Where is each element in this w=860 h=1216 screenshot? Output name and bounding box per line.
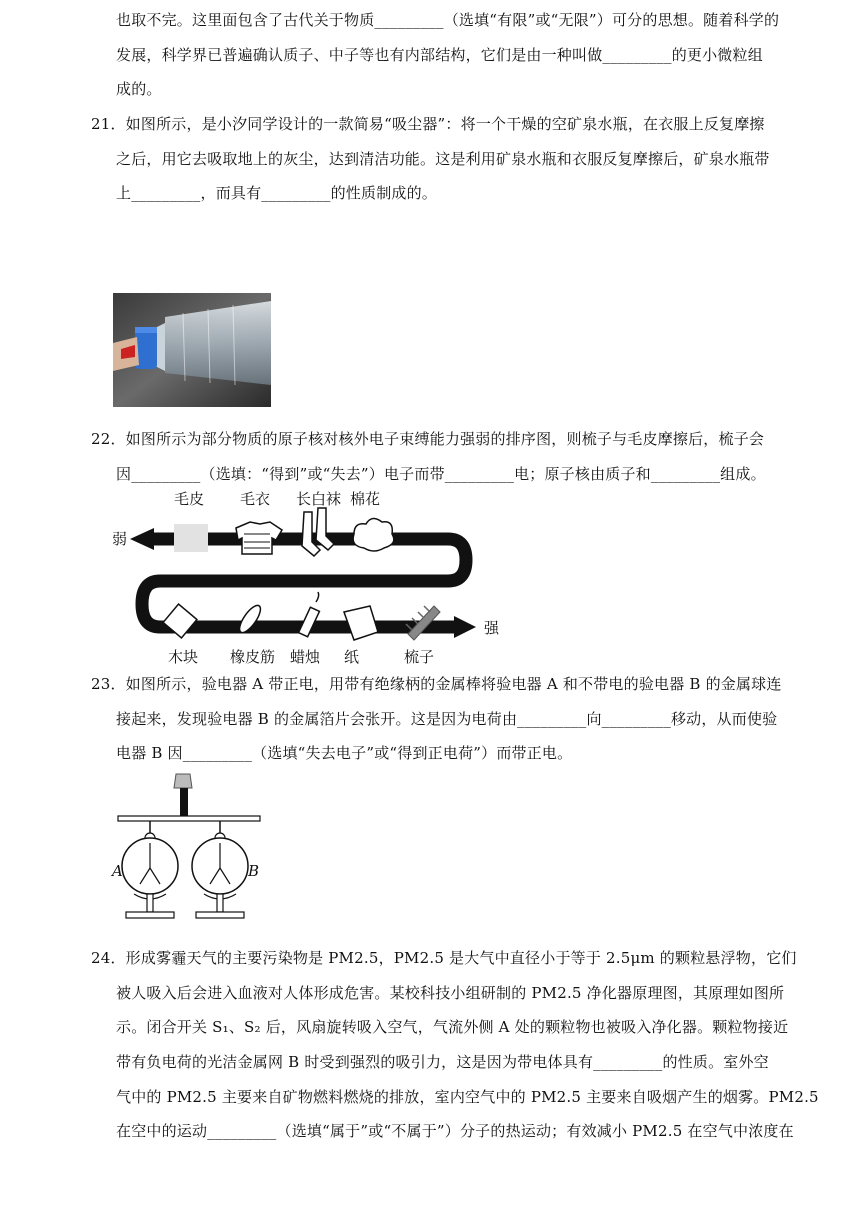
question-22: 22．如图所示为部分物质的原子核对核外电子束缚能力强弱的排序图，则梳子与毛皮摩擦后，梳子会 xyxy=(91,430,765,448)
text-line: 在空中的运动_________（选填“属于”或“不属于”）分子的热运动；有效减小 PM2.5 在空气中浓度在 xyxy=(116,1122,794,1140)
series-item-sweater: 毛衣 xyxy=(240,490,271,508)
label-a: A xyxy=(112,862,123,880)
text-line: 被人吸入后会进入血液对人体形成危害。某校科技小组研制的 PM2.5 净化器原理图，其原理如图所 xyxy=(116,984,785,1002)
series-item-fur: 毛皮 xyxy=(174,490,205,508)
cotton-icon xyxy=(353,518,394,551)
triboelectric-series-diagram xyxy=(108,484,508,666)
text-line: 上_________，而具有_________的性质制成的。 xyxy=(116,184,438,202)
series-item-wood: 木块 xyxy=(168,648,199,666)
text-line: 电器 B 因_________（选填“失去电子”或“得到正电荷”）而带正电。 xyxy=(116,744,573,762)
fur-icon xyxy=(174,524,208,552)
question-21: 21．如图所示，是小汐同学设计的一款简易“吸尘器”：将一个干燥的空矿泉水瓶，在衣服上反复摩擦 xyxy=(91,115,765,133)
text-line: 气中的 PM2.5 主要来自矿物燃料燃烧的排放，室内空气中的 PM2.5 主要来自吸烟产生的烟雾。PM2.5 xyxy=(116,1088,819,1106)
electroscope-diagram xyxy=(110,772,270,924)
electroscope-a xyxy=(122,821,178,918)
text-line: 接起来，发现验电器 B 的金属箔片会张开。这是因为电荷由_________向_________移动，从而使验 xyxy=(116,710,778,728)
series-item-paper: 纸 xyxy=(344,648,360,666)
text-line: 成的。 xyxy=(116,80,162,98)
label-b: B xyxy=(248,862,260,880)
weak-arrowhead xyxy=(130,528,154,550)
weak-label: 弱 xyxy=(112,530,128,548)
text-line: 示。闭合开关 S₁、S₂ 后，风扇旋转吸入空气，气流外侧 A 处的颗粒物也被吸入净化器。颗粒物接近 xyxy=(116,1018,789,1036)
socks-icon xyxy=(302,508,334,556)
sweater-icon xyxy=(236,522,282,554)
series-item-candle: 蜡烛 xyxy=(290,648,321,666)
metal-rod xyxy=(118,816,260,821)
series-item-socks: 长白袜 xyxy=(296,490,342,508)
question-24: 24．形成雾霾天气的主要污染物是 PM2.5，PM2.5 是大气中直径小于等于 2.5μm 的颗粒悬浮物，它们 xyxy=(91,949,797,967)
series-item-comb: 梳子 xyxy=(404,648,435,666)
text-line: 发展，科学界已普遍确认质子、中子等也有内部结构，它们是由一种叫做_________的更小微粒组 xyxy=(116,46,763,64)
strong-arrowhead xyxy=(454,616,476,638)
series-item-cotton: 棉花 xyxy=(350,490,381,508)
hand-icon xyxy=(174,774,192,788)
paper-icon xyxy=(344,606,378,640)
text-line: 也取不完。这里面包含了古代关于物质_________（选填“有限”或“无限”）可分的思想。随着科学的 xyxy=(116,11,780,29)
text-line: 因_________（选填：“得到”或“失去”）电子而带_________电；原子核由质子和_________组成。 xyxy=(116,465,766,483)
strong-label: 强 xyxy=(484,619,500,637)
electroscope-b xyxy=(192,821,248,918)
bottle-photo xyxy=(113,293,271,407)
question-23: 23．如图所示，验电器 A 带正电，用带有绝缘柄的金属棒将验电器 A 和不带电的验电器 B 的金属球连 xyxy=(91,675,782,693)
text-line: 带有负电荷的光洁金属网 B 时受到强烈的吸引力，这是因为带电体具有_________的性质。室外空 xyxy=(116,1053,769,1071)
text-line: 之后，用它去吸取地上的灰尘，达到清洁功能。这是利用矿泉水瓶和衣服反复摩擦后，矿泉水瓶带 xyxy=(116,150,770,168)
insulating-handle xyxy=(180,788,188,816)
series-item-rubber-band: 橡皮筋 xyxy=(230,648,276,666)
